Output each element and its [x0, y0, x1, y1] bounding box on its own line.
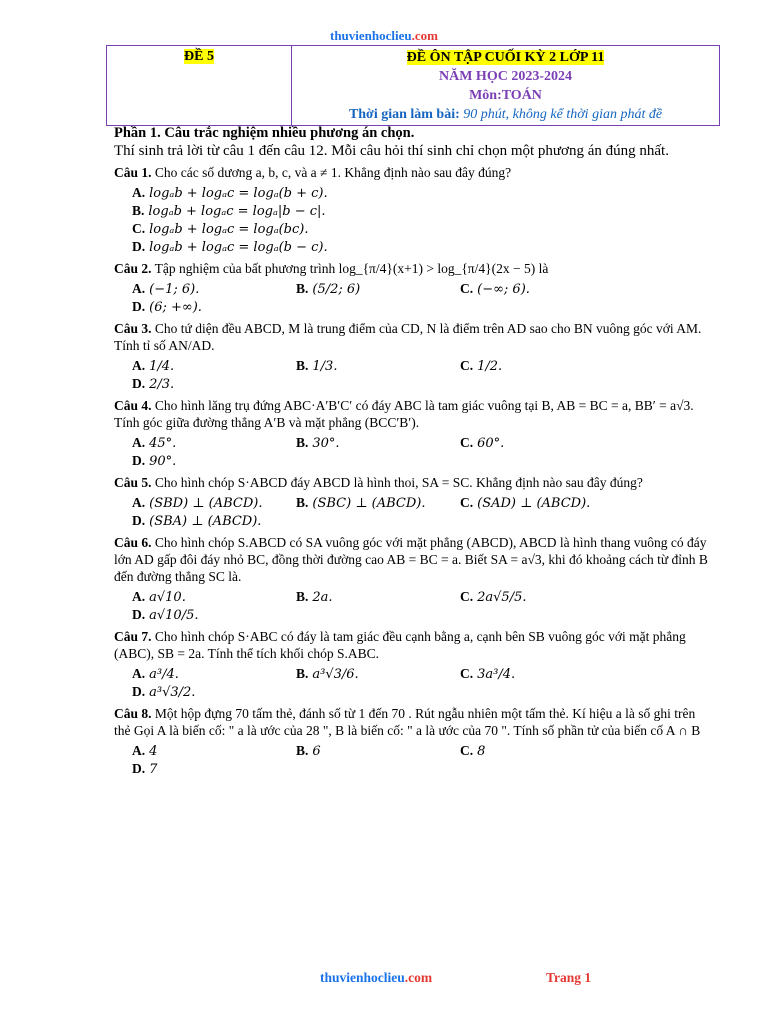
- option-value: 2a.: [312, 590, 333, 605]
- option-value: (SBA) ⊥ (ABCD).: [149, 514, 262, 529]
- answer-option: [442, 588, 606, 606]
- option-value: (SBD) ⊥ (ABCD).: [149, 496, 263, 511]
- question-number: Câu 4.: [114, 398, 152, 413]
- answer-option: [114, 606, 278, 624]
- option-letter: C.: [460, 666, 474, 681]
- question-number: Câu 6.: [114, 535, 152, 550]
- footer-site-name: thuvienhoclieu: [320, 970, 405, 985]
- time-value: 90 phút, không kể thời gian phát đề: [463, 107, 663, 122]
- option-letter: B.: [132, 203, 145, 218]
- option-letter: C.: [460, 358, 474, 373]
- question-number: Câu 7.: [114, 629, 152, 644]
- answer-options: [114, 742, 714, 778]
- answer-option: [114, 665, 278, 683]
- answer-option: [278, 742, 442, 760]
- option-value: a³√3/6.: [312, 667, 359, 682]
- question: [114, 705, 714, 778]
- option-value: logₐb + logₐc = logₐ(b − c).: [149, 240, 328, 255]
- exam-content: [114, 125, 714, 780]
- option-value: logₐb + logₐc = logₐ(b + c).: [149, 186, 328, 201]
- question: [114, 474, 714, 530]
- site-brand-top: [0, 28, 768, 44]
- instructions: Thí sinh trả lời từ câu 1 đến câu 12. Mỗi câu hỏi thí sinh chỉ chọn một phương án đúng nhất.: [114, 143, 669, 159]
- option-value: (6; +∞).: [149, 300, 202, 315]
- option-value: logₐb + logₐc = logₐ(bc).: [149, 222, 309, 237]
- answer-option: [442, 280, 606, 298]
- answer-options: [114, 184, 714, 256]
- footer-site-tld: .com: [404, 970, 433, 985]
- answer-options: [114, 665, 714, 701]
- answer-option: [114, 683, 278, 701]
- option-value: (5/2; 6): [312, 282, 361, 297]
- answer-options: [114, 588, 714, 624]
- question: [114, 164, 714, 256]
- option-value: 60°.: [477, 436, 505, 451]
- option-letter: A.: [132, 495, 146, 510]
- option-letter: B.: [296, 281, 309, 296]
- answer-option: [278, 357, 442, 375]
- answer-options: [114, 494, 714, 530]
- question-text: Tập nghiệm của bất phương trình log_{π/4}(x+1) > log_{π/4}(2x − 5) là: [154, 261, 549, 276]
- answer-option: [278, 588, 442, 606]
- answer-option: [114, 280, 278, 298]
- question-text: Cho tứ diện đều ABCD, M là trung điểm của CD, N là điểm trên AD sao cho BN vuông góc với AM. Tính tỉ số AN/AD.: [114, 321, 702, 353]
- answer-option: [114, 375, 278, 393]
- answer-option: [114, 588, 278, 606]
- option-value: 1/3.: [312, 359, 338, 374]
- option-letter: C.: [460, 281, 474, 296]
- option-letter: A.: [132, 589, 146, 604]
- option-value: 90°.: [149, 454, 177, 469]
- question: [114, 534, 714, 624]
- question-number: Câu 8.: [114, 706, 152, 721]
- subject: Môn:TOÁN: [469, 88, 542, 103]
- question-text: Cho hình lăng trụ đứng ABC·A′B′C′ có đáy ABC là tam giác vuông tại B, AB = BC = a, BB′ = a√3. Tính góc giữa đường thẳng A′B và mặt phẳng (BCC′B′).: [114, 398, 694, 430]
- question: [114, 320, 714, 393]
- question: [114, 260, 714, 316]
- option-letter: B.: [296, 743, 309, 758]
- exam-header: [106, 45, 720, 126]
- answer-option: [114, 298, 278, 316]
- question-text: Cho hình chóp S.ABCD có SA vuông góc với mặt phẳng (ABCD), ABCD là hình thang vuông có đáy lớn AD gấp đôi đáy nhỏ BC, đồng thời đường cao AB = BC = a. Biết SA = a√3, khi đó khoảng cách từ đỉnh B đến đường thẳng SC là.: [114, 535, 708, 584]
- option-value: 30°.: [312, 436, 340, 451]
- part1-title: Phần 1. Câu trắc nghiệm nhiều phương án chọn.: [114, 125, 415, 141]
- option-letter: A.: [132, 666, 146, 681]
- question: [114, 628, 714, 701]
- option-letter: D.: [132, 299, 146, 314]
- option-value: (−1; 6).: [149, 282, 200, 297]
- option-letter: D.: [132, 453, 146, 468]
- answer-option: [442, 494, 606, 512]
- option-letter: C.: [460, 435, 474, 450]
- answer-option: [114, 760, 278, 778]
- option-letter: C.: [460, 743, 474, 758]
- answer-option: [442, 357, 606, 375]
- option-letter: D.: [132, 376, 146, 391]
- school-year: NĂM HỌC 2023-2024: [439, 69, 572, 84]
- option-letter: C.: [460, 589, 474, 604]
- option-letter: B.: [296, 666, 309, 681]
- question-number: Câu 1.: [114, 165, 152, 180]
- question-text: Một hộp đựng 70 tấm thẻ, đánh số từ 1 đến 70 . Rút ngẫu nhiên một tấm thẻ. Kí hiệu a là số ghi trên thẻ Gọi A là biến cố: " a là ước của 28 ", B là biến cố: " a là ước của 70 ". Tính số phần tử của biến cố A ∩ B: [114, 706, 701, 738]
- option-letter: D.: [132, 684, 146, 699]
- option-value: a³√3/2.: [149, 685, 196, 700]
- answer-option: [114, 452, 278, 470]
- question-number: Câu 5.: [114, 475, 152, 490]
- option-value: 2/3.: [149, 377, 175, 392]
- option-value: 4: [149, 744, 158, 759]
- option-letter: A.: [132, 743, 146, 758]
- option-value: 1/2.: [477, 359, 503, 374]
- answer-option: [442, 742, 606, 760]
- option-letter: C.: [460, 495, 474, 510]
- option-letter: D.: [132, 513, 146, 528]
- answer-option: [442, 434, 606, 452]
- question-list: [114, 164, 714, 778]
- answer-option: [278, 494, 442, 512]
- exam-code-cell: [107, 46, 292, 125]
- option-value: 1/4.: [149, 359, 175, 374]
- answer-option: [114, 220, 442, 238]
- option-value: 6: [312, 744, 321, 759]
- answer-option: [114, 202, 442, 220]
- answer-option: [114, 238, 442, 256]
- option-value: (−∞; 6).: [477, 282, 530, 297]
- question-text: Cho các số dương a, b, c, và a ≠ 1. Khẳng định nào sau đây đúng?: [154, 165, 512, 180]
- option-value: 7: [149, 762, 158, 777]
- option-value: (SBC) ⊥ (ABCD).: [312, 496, 426, 511]
- question-number: Câu 3.: [114, 321, 152, 336]
- answer-option: [114, 434, 278, 452]
- answer-option: [114, 494, 278, 512]
- answer-option: [278, 280, 442, 298]
- answer-option: [114, 357, 278, 375]
- time-label: Thời gian làm bài:: [348, 107, 460, 122]
- option-value: 45°.: [149, 436, 177, 451]
- option-letter: B.: [296, 589, 309, 604]
- question-text: Cho hình chóp S·ABC có đáy là tam giác đều cạnh bằng a, cạnh bên SB vuông góc với mặt phẳng (ABC), SB = 2a. Tính thể tích khối chóp S.ABC.: [114, 629, 686, 661]
- page-number: Trang 1: [546, 970, 592, 985]
- option-letter: C.: [132, 221, 146, 236]
- exam-title: ĐỀ ÔN TẬP CUỐI KỲ 2 LỚP 11: [406, 50, 605, 65]
- option-value: a³/4.: [149, 667, 179, 682]
- answer-option: [278, 434, 442, 452]
- option-letter: B.: [296, 435, 309, 450]
- option-letter: D.: [132, 239, 146, 254]
- option-value: logₐb + logₐc = logₐ|b − c|.: [148, 204, 326, 219]
- answer-option: [278, 665, 442, 683]
- option-letter: D.: [132, 761, 146, 776]
- option-letter: B.: [296, 358, 309, 373]
- option-value: a√10.: [149, 590, 186, 605]
- answer-option: [114, 184, 442, 202]
- question-text: Cho hình chóp S·ABCD đáy ABCD là hình thoi, SA = SC. Khẳng định nào sau đây đúng?: [154, 475, 643, 490]
- option-value: a√10/5.: [149, 608, 199, 623]
- answer-options: [114, 280, 714, 316]
- option-letter: A.: [132, 435, 146, 450]
- option-value: 8: [477, 744, 486, 759]
- question: [114, 397, 714, 470]
- exam-code: ĐỀ 5: [184, 49, 214, 64]
- answer-option: [114, 742, 278, 760]
- option-value: (SAD) ⊥ (ABCD).: [477, 496, 591, 511]
- answer-option: [442, 665, 606, 683]
- option-letter: A.: [132, 185, 146, 200]
- option-value: 3a³/4.: [477, 667, 516, 682]
- site-tld: .com: [411, 28, 438, 43]
- option-value: 2a√5/5.: [477, 590, 527, 605]
- site-name: thuvienhoclieu: [330, 28, 412, 43]
- answer-option: [114, 512, 278, 530]
- option-letter: A.: [132, 358, 146, 373]
- option-letter: A.: [132, 281, 146, 296]
- exam-title-cell: [292, 46, 719, 125]
- answer-options: [114, 434, 714, 470]
- question-number: Câu 2.: [114, 261, 152, 276]
- option-letter: D.: [132, 607, 146, 622]
- option-letter: B.: [296, 495, 309, 510]
- answer-options: [114, 357, 714, 393]
